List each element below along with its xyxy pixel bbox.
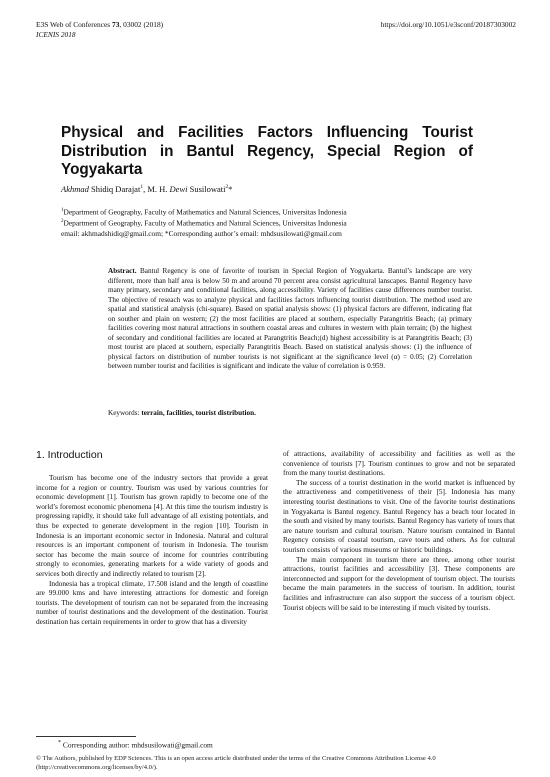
affiliations — [61, 206, 347, 239]
right-column — [283, 449, 515, 612]
keywords — [108, 409, 256, 417]
paragraph: The success of a tourist destination in the world market is influenced by the attractiveness and competitiveness of their [5]. Indonesia has many interesting tourist destinations to visit. One of the favorite tourist destinations in Yogyakarta is Bantul regency. Bantul Regency has a beach tour located in the south and visited by many tourists. Bantul Regency has variety of tours that are nature tourism and cultural tourism. Nature tourism contained in Bantul Regency consists of coastal tourism, cave tours and others. As for cultural tourism consists of various museums or historic buildings. — [283, 477, 515, 554]
author-2-last: Susilowati — [187, 184, 226, 194]
affiliation-1-sup: 1 — [61, 208, 64, 213]
author-1-first: Akhmad — [61, 184, 89, 194]
license-notice: © The Authors, published by EDP Sciences. This is an open access article distributed under the terms of the Creative Commons Attribution License 4.0 (http://creativecommons.org/licenses/by/4.0/). — [36, 755, 436, 771]
conference-name: ICENIS 2018 — [36, 30, 76, 39]
journal-issue: , 03002 (2018) — [119, 20, 164, 29]
journal-line — [36, 20, 163, 30]
author-1-affil: 1 — [140, 184, 144, 191]
author-2-mid: Dewi — [169, 184, 188, 194]
paragraph: of attractions, availability of accessibility and facilities as well as the convenience of tourists [7]. Tourism continues to grow and not be separated from the many tourist destinations. — [283, 449, 515, 478]
author-1-rest: Shidiq Darajat — [88, 184, 141, 194]
running-header-left — [36, 20, 163, 40]
affiliation-2-sup: 2 — [61, 219, 64, 225]
paragraph: The main component in tourism there are three, among other tourist attractions, tourist facilities and accessibility [3]. These components are interconnected and support for the development of tourism object. The tourists became the main parameters in the success of tourism. In addition, tourist facilities and infrastructure can also support the success of a tourism object. Tourist objects will be said to be interesting if much visited by tourists. — [283, 554, 515, 612]
author-separator: , M. H. — [143, 184, 170, 194]
left-column — [36, 473, 268, 627]
doi-link[interactable]: https://doi.org/10.1051/e3sconf/20187303002 — [380, 20, 516, 29]
author-line — [61, 184, 233, 194]
paragraph: Indonesia has a tropical climate, 17.508 island and the length of coastline are 99.000 kms and have interesting attractions for domestic and foreign tourists. The development of tourism can not be separated from the increasing number of tourist destinations and the development of the destination. Tourist destination has certain requirements in order to grow that has a diversity — [36, 578, 268, 626]
corresponding-star: * — [228, 184, 233, 194]
affiliation-2-text: Department of Geography, Faculty of Mathematics and Natural Sciences, Universitas Indonesia — [63, 218, 347, 228]
abstract — [108, 267, 472, 372]
affiliation-1 — [61, 206, 347, 217]
abstract-label: Abstract. — [108, 267, 137, 275]
affiliation-2 — [61, 217, 347, 228]
journal-volume: 73 — [112, 20, 120, 29]
paragraph: Tourism has become one of the industry sectors that provide a great income for a region or country. Tourism was used by various countries for economic development [1]. Tourism has grown rapidly to become one of the world’s foremost economic phenomena [4]. At this time the tourism industry is progressing rapidly, it should take full advantage of all existing potentials, and thus be expected to generate development in the region [10]. Tourism in Indonesia is an important economic sector in Indonesia. Natural and cultural resources is an important component of tourism in Indonesia. The tourism sector has become the main source of income for countries contributing strongly to economies, generating markets for a wide variety of goods and services both directly and indirectly related to tourism [2]. — [36, 473, 268, 578]
footnote-text: Corresponding author: mhdsusilowati@gmail.com — [61, 740, 213, 750]
footnote-divider — [36, 736, 136, 737]
paper-title: Physical and Facilities Factors Influencing Tourist Distribution in Bantul Regency, Special Region of Yogyakarta — [61, 124, 473, 179]
keywords-label: Keywords: — [108, 409, 142, 417]
journal-name: E3S Web of Conferences — [36, 20, 113, 29]
author-2-affil: 2 — [225, 184, 229, 191]
affiliation-1-text: Department of Geography, Faculty of Mathematics and Natural Sciences, Universitas Indonesia — [63, 207, 347, 217]
section-heading: 1. Introduction — [36, 449, 103, 461]
keywords-text: terrain, facilities, tourist distribution. — [141, 409, 256, 417]
abstract-text: Bantul Regency is one of favorite of tourism in Special Region of Yogyakarta. Bantul’s landscape are very different, more than half area is below 50 m and around 70 percent area consist agricultural lanscapes. Bantul Regency have many primary, secondary and conditional facilities, along accessibility. Variety of facilities cause differences number tourist. The objective of reseach was to analyze physical and facilities factors influencing tourist distribution. The method used are spatial and statistical analysis (chi-square). Based on spatial analysis shows: (1) physical factors are different, indicating flat on souther and plain on western; (2) the most facilities are placed at southern, especially Parangtritis Beach; (a) primary facilities covering most natural attractions in southern coastal areas and cultures in western with plain terrain; (b) the highest of secondary and conditional facilities are located at Parangtritis Beach;(d) highest accessibility is at Parangtritis Beach; (3) most tourist are placed at southern, especially Parangtritis Beach. Based on statistical analysis shows: (1) the influence of physical factors on distribution of number tourists is not significant at the significance level (α) = 0.05; (2) Correlation between number tourist and facilities is significant and indicate the value of correlation is 0.959. — [108, 267, 472, 371]
footnote-star: * — [58, 740, 62, 746]
footnote — [58, 740, 213, 749]
author-emails: email: akhmadshidiq@gmail.com; *Corresponding author’s email: mhdsusilowati@gmail.com — [61, 228, 342, 238]
